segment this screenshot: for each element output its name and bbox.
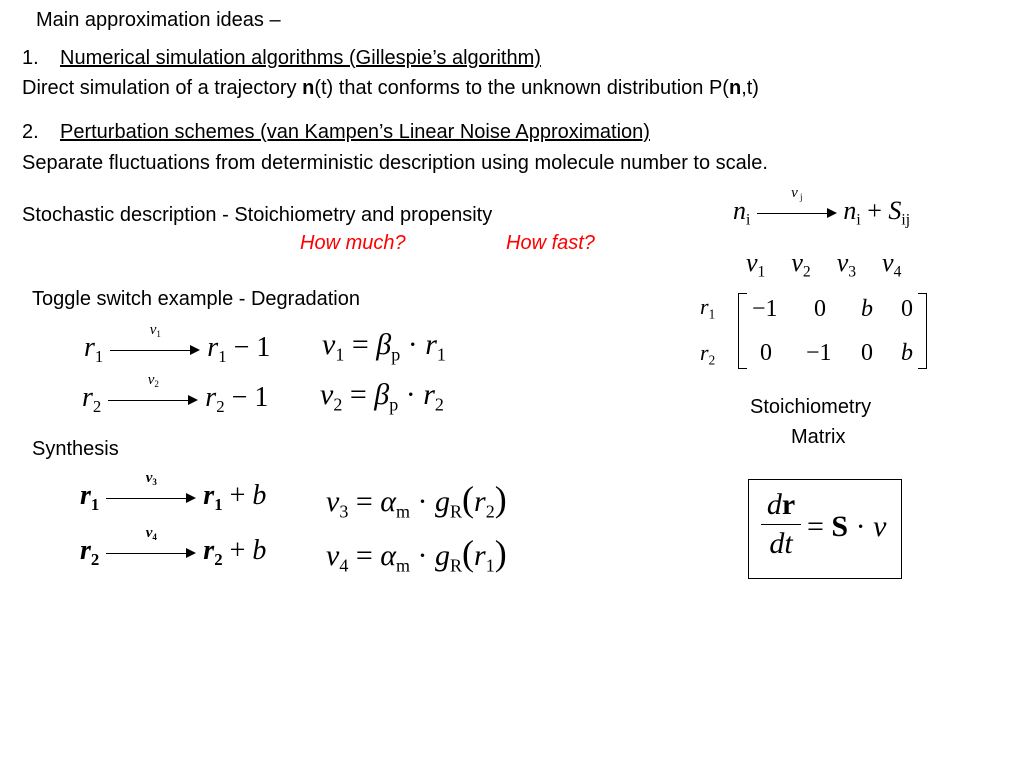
item1-number: 1.	[22, 47, 39, 69]
stoichiometry-caption-line1: Stoichiometry	[750, 396, 872, 418]
desc-bold-n: n	[728, 77, 742, 99]
desc-part: ,t)	[741, 77, 759, 99]
desc-part: (t) that conforms to the unknown distribution P(	[314, 77, 729, 99]
matrix-cell: 0	[814, 296, 826, 322]
item2-number: 2.	[22, 121, 39, 143]
matrix-right-bracket	[918, 293, 927, 369]
item1-heading: Numerical simulation algorithms (Gillespie’s algorithm)	[60, 47, 541, 69]
matrix-row-label-r1: $r_1$	[700, 294, 716, 322]
degradation-reaction-1: $r_1$ $\nu_1$ $r_1 - 1$	[84, 321, 271, 366]
desc-bold-n: n	[302, 77, 315, 99]
synthesis-reaction-2: $r_2$ $\nu_4$ $r_2 + b$	[80, 524, 267, 569]
matrix-cell: 0	[861, 340, 873, 366]
fraction-numerator: dr	[766, 488, 796, 521]
toggle-switch-label: Toggle switch example - Degradation	[32, 288, 360, 310]
propensity-equation-4: $\nu_4 = \alpha_m \cdot g_R(r_1)$	[326, 533, 507, 576]
rate-equation-rhs: = S · ν	[807, 510, 887, 543]
desc-part: Direct simulation of a trajectory	[22, 77, 303, 99]
propensity-equation-2: $\nu_2 = \beta_p \cdot r_2$	[320, 378, 444, 415]
item2-heading: Perturbation schemes (van Kampen’s Linear Noise Approximation)	[60, 121, 650, 143]
fraction-denominator: dt	[769, 527, 793, 560]
matrix-row-label-r2: $r_2$	[700, 340, 716, 368]
slide-title: Main approximation ideas –	[36, 9, 281, 31]
stochastic-label: Stochastic description - Stoichiometry and propensity	[22, 204, 493, 226]
how-much-label: How much?	[300, 232, 406, 254]
stoichiometry-caption-line2: Matrix	[791, 426, 846, 448]
rate-equation-fraction	[761, 488, 801, 561]
synthesis-label: Synthesis	[32, 438, 119, 460]
matrix-cell: 0	[760, 340, 772, 366]
synthesis-reaction-1: $r_1$ $\nu_3$ $r_1 + b$	[80, 469, 267, 514]
general-reaction-equation: $n_i$ ν $_j$ $n_i + S_{ij}$	[733, 185, 911, 229]
item1-description	[22, 76, 759, 100]
matrix-cell: b	[901, 340, 913, 366]
propensity-equation-1: $\nu_1 = \beta_p \cdot r_1$	[322, 328, 446, 365]
matrix-cell: −1	[806, 340, 832, 366]
matrix-cell: 0	[901, 296, 913, 322]
propensity-equation-3: $\nu_3 = \alpha_m \cdot g_R(r_2)$	[326, 479, 507, 522]
matrix-cell: b	[861, 296, 873, 322]
how-fast-label: How fast?	[506, 232, 595, 254]
matrix-cell: −1	[752, 296, 778, 322]
propensity-header-row: $\nu_1$ $\nu_2$ $\nu_3$ $\nu_4$	[746, 248, 902, 281]
degradation-reaction-2: $r_2$ $\nu_2$ $r_2 - 1$	[82, 371, 269, 416]
matrix-left-bracket	[738, 293, 747, 369]
rate-equation-box	[748, 479, 902, 579]
item2-description: Separate fluctuations from deterministic description using molecule number to scale.	[22, 152, 768, 174]
fraction-bar	[761, 524, 801, 525]
